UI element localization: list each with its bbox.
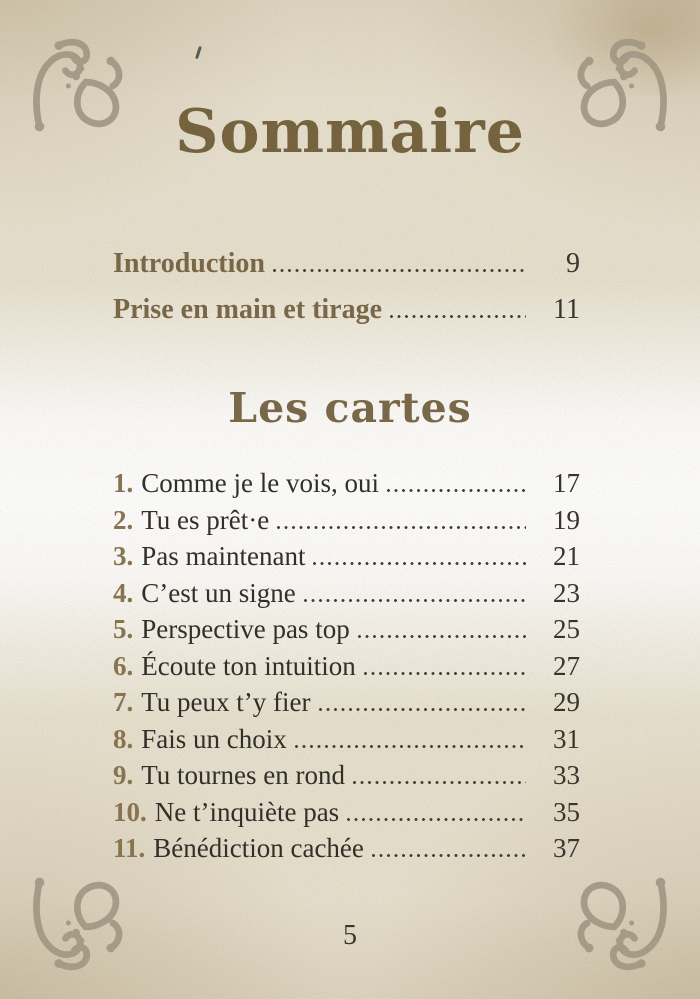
- toc-entry-page: 27: [553, 650, 580, 681]
- toc-entry-label: Écoute ton intuition: [141, 650, 356, 681]
- page-title: Sommaire: [175, 97, 525, 167]
- toc-entry-page: 29: [553, 687, 580, 717]
- toc-entry-number: 6.: [113, 650, 134, 681]
- toc-entry-label: Fais un choix: [141, 723, 287, 754]
- toc-entry-label: Tu es prêt·e: [141, 504, 270, 535]
- toc-entry-page: 9: [566, 248, 580, 279]
- dotted-leader: [304, 599, 526, 602]
- dotted-leader: [364, 672, 526, 675]
- toc-entry: [113, 834, 580, 862]
- toc-entry-page: 33: [553, 760, 580, 790]
- toc-entry-page: 19: [553, 504, 580, 535]
- toc-entry-page: 11: [553, 294, 580, 325]
- toc-entry-number: 9.: [113, 760, 134, 790]
- toc-entry-number: 4.: [113, 577, 134, 608]
- toc-entry-number: 2.: [113, 504, 134, 535]
- toc-entry: [113, 542, 580, 570]
- section-title-les-cartes: Les cartes: [228, 384, 472, 432]
- toc-entry-page: 23: [553, 577, 580, 608]
- toc-entry-number: 11.: [113, 833, 146, 863]
- toc-entry: [113, 294, 580, 326]
- dotted-leader: [273, 269, 526, 272]
- toc-intro-section: [113, 248, 580, 340]
- toc-entry-page: 35: [553, 796, 580, 827]
- toc-entry-label: Comme je le vois, oui: [141, 468, 379, 498]
- toc-entry-label: Tu peux t’y fier: [141, 687, 311, 717]
- dotted-leader: [353, 781, 526, 784]
- toc-entry-label: Introduction: [113, 248, 265, 279]
- dotted-leader: [347, 818, 526, 821]
- toc-entry: [113, 579, 580, 607]
- dotted-leader: [319, 708, 527, 711]
- dotted-leader: [295, 745, 526, 748]
- toc-entry: [113, 506, 580, 534]
- toc-entry-number: 1.: [113, 468, 134, 498]
- toc-entry: [113, 798, 580, 826]
- toc-entry: [113, 248, 580, 280]
- dotted-leader: [372, 854, 526, 857]
- toc-entry-page: 21: [553, 541, 580, 571]
- toc-entry-number: 5.: [113, 614, 134, 644]
- toc-entry: [113, 725, 580, 753]
- toc-entry-page: 31: [553, 723, 580, 754]
- toc-entry-label: C’est un signe: [141, 577, 296, 608]
- toc-entry-number: 10.: [113, 796, 147, 827]
- dotted-leader: [390, 315, 526, 318]
- dotted-leader: [313, 562, 526, 565]
- toc-entry-label: Ne t’inquiète pas: [154, 796, 340, 827]
- toc-entry-label: Pas maintenant: [141, 541, 306, 571]
- dotted-leader: [277, 526, 526, 529]
- toc-entry-page: 25: [553, 614, 580, 644]
- toc-entry-number: 8.: [113, 723, 134, 754]
- dotted-leader: [387, 489, 526, 492]
- toc-entry-number: 7.: [113, 687, 134, 717]
- toc-entry-label: Prise en main et tirage: [113, 294, 383, 325]
- toc-entry-number: 3.: [113, 541, 134, 571]
- toc-cards-section: [113, 469, 580, 871]
- toc-entry-page: 17: [553, 468, 580, 498]
- toc-entry-label: Perspective pas top: [141, 614, 350, 644]
- dotted-leader: [358, 635, 526, 638]
- toc-entry-label: Tu tournes en rond: [141, 760, 346, 790]
- toc-entry: [113, 761, 580, 789]
- toc-entry: [113, 688, 580, 716]
- toc-entry: [113, 652, 580, 680]
- toc-entry-label: Bénédiction cachée: [153, 833, 364, 863]
- page-number: 5: [343, 920, 357, 951]
- toc-entry-page: 37: [553, 833, 580, 863]
- toc-entry: [113, 615, 580, 643]
- toc-entry: [113, 469, 580, 497]
